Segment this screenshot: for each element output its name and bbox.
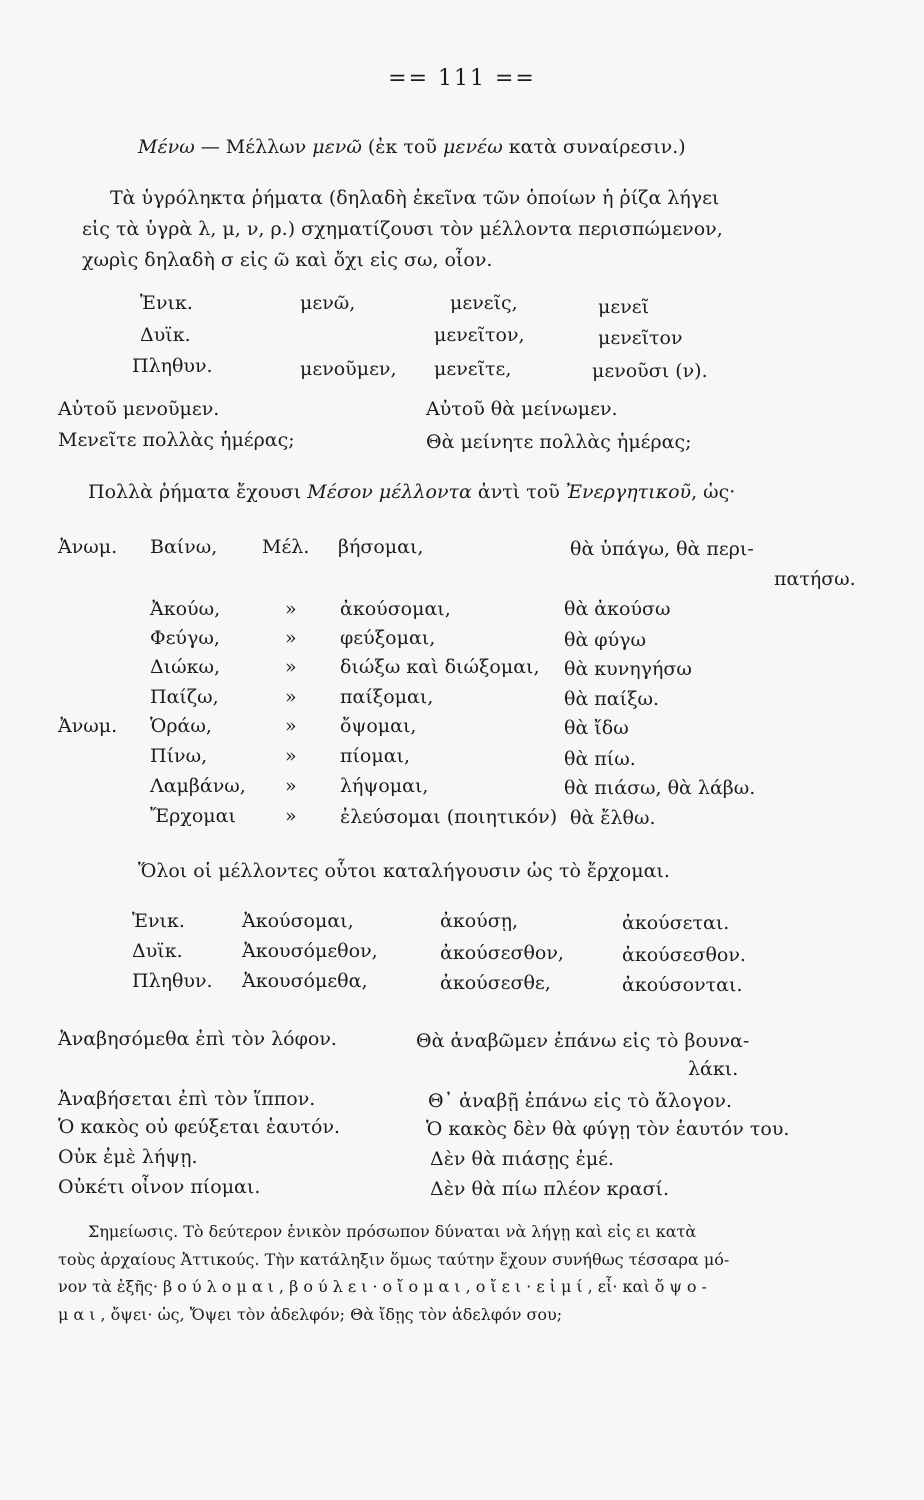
paradigm-cell: μενεῖτον, xyxy=(434,324,525,346)
sentence-text: , ὡς· xyxy=(691,481,736,503)
example-modern: Θὰ μείνητε πολλὰς ἡμέρας; xyxy=(426,431,692,453)
note-text: , xyxy=(278,1277,290,1296)
intro-line: χωρὶς δηλαδὴ σ εἰς ῶ καὶ ὄχι εἰς σω, οἷον. xyxy=(82,249,493,271)
note-spaced-word: μαι xyxy=(58,1305,101,1324)
note-line xyxy=(58,1277,712,1296)
note-line: Σημείωσις. Τὸ δεύτερον ἑνικὸν πρόσωπον δύναται νὰ λήγῃ καὶ εἰς ει κατὰ xyxy=(88,1222,697,1241)
paradigm-cell: ἀκούσεσθον. xyxy=(622,944,746,966)
verb-modern: θὰ ὑπάγω, θὰ περι- xyxy=(570,538,754,560)
example-modern: Δὲν θὰ πίω πλέον κρασί. xyxy=(430,1178,670,1200)
verb-future: λήψομαι, xyxy=(340,775,429,797)
verb-modern: θὰ φύγω xyxy=(564,629,647,651)
example-modern: λάκι. xyxy=(688,1058,739,1080)
sentence-emphasis: Ἐνεργητικοῦ xyxy=(565,481,692,503)
intro-paragraph xyxy=(82,183,723,276)
paradigm-cell: μενεῖ xyxy=(598,296,650,318)
paradigm-cell: ἀκούσεσθε, xyxy=(440,972,551,994)
verb-modern: πατήσω. xyxy=(774,568,856,590)
summary-sentence: Ὅλοι οἱ μέλλοντες οὗτοι καταλήγουσιν ὡς τὸ ἔρχομαι. xyxy=(138,860,670,882)
sentence-emphasis: Μέσον μέλλοντα xyxy=(307,481,472,503)
paradigm-cell: μενεῖτε, xyxy=(434,358,512,380)
verb-future: ἀκούσομαι, xyxy=(340,598,451,620)
example-modern: Θὰ ἀναβῶμεν ἐπάνω εἰς τὸ βουνα- xyxy=(416,1030,750,1052)
paradigm-cell: ἀκούσεται. xyxy=(622,912,730,934)
example-modern: Αὐτοῦ θὰ μείνωμεν. xyxy=(426,398,618,420)
paradigm-cell: μενῶ, xyxy=(300,292,356,314)
verb-modern: θὰ ἀκούσω xyxy=(564,598,671,620)
verb-future: πίομαι, xyxy=(340,745,411,767)
paradigm-cell: μενεῖτον xyxy=(598,327,683,349)
heading-text: (ἐκ τοῦ xyxy=(361,136,443,158)
verb-tag: Ἀνωμ. xyxy=(58,715,118,737)
note-text: νον τὰ ἑξῆς· xyxy=(58,1277,164,1296)
verb-mark: » xyxy=(285,775,297,797)
paradigm-cell: ἀκούσῃ, xyxy=(440,910,519,932)
intro-line: Τὰ ὑγρόληκτα ῥήματα (δηλαδὴ ἐκεῖνα τῶν ὁποίων ἡ ῥίζα λήγει xyxy=(110,187,720,209)
verb-mark: Μέλ. xyxy=(262,536,310,558)
verb-future: διώξω καὶ διώξομαι, xyxy=(340,656,540,678)
verb-present: Πίνω, xyxy=(150,745,208,767)
note-spaced-word: οἴει xyxy=(475,1277,527,1296)
note-text: , xyxy=(465,1277,476,1296)
note-text: , ὄψει· ὡς, Ὄψει τὸν ἀδελφόν; Θὰ ἴδῃς τὸν ἀδελφόν σου; xyxy=(100,1305,563,1324)
note-line xyxy=(58,1305,562,1324)
verb-future: βήσομαι, xyxy=(338,536,424,558)
sentence-text: ἀντὶ τοῦ xyxy=(471,481,566,503)
verb-mark: » xyxy=(285,686,297,708)
verb-mark: » xyxy=(285,805,297,827)
paradigm-label: Πληθυν. xyxy=(132,355,213,377)
heading-verb: Μένω xyxy=(138,136,195,158)
example-ancient: Ὁ κακὸς οὐ φεύξεται ἑαυτόν. xyxy=(58,1116,341,1138)
example-ancient: Μενεῖτε πολλὰς ἡμέρας; xyxy=(58,429,295,451)
verb-present: Λαμβάνω, xyxy=(150,775,246,797)
paradigm-cell: Ἀκούσομαι, xyxy=(242,910,354,932)
paradigm-cell: μενεῖς, xyxy=(450,292,518,314)
note-spaced-word: βούλει xyxy=(289,1277,373,1296)
paradigm-cell: Ἀκουσόμεθα, xyxy=(242,970,368,992)
note-line: τοὺς ἀρχαίους Ἀττικούς. Τὴν κατάληξιν ὅμως ταύτην ἔχουν συνήθως τέσσαρα μό- xyxy=(58,1250,730,1269)
heading-text: — Μέλλων xyxy=(194,136,313,158)
verb-present: Βαίνω, xyxy=(150,536,218,558)
heading-text: κατὰ συναίρεσιν.) xyxy=(502,136,686,158)
paradigm-cell: μενοῦμεν, xyxy=(300,358,397,380)
heading-form: μενέω xyxy=(442,136,503,158)
verb-future: φεύξομαι, xyxy=(340,627,436,649)
middle-future-sentence xyxy=(88,481,735,503)
example-ancient: Οὐκ ἐμὲ λήψῃ. xyxy=(58,1146,198,1168)
example-ancient: Ἀναβησόμεθα ἐπὶ τὸν λόφον. xyxy=(58,1028,337,1050)
paradigm-cell: Ἀκουσόμεθον, xyxy=(242,940,378,962)
example-ancient: Ἀναβήσεται ἐπὶ τὸν ἵππον. xyxy=(58,1088,316,1110)
note-text: , εἶ· καὶ xyxy=(587,1277,655,1296)
note-text: · xyxy=(372,1277,383,1296)
verb-present: Φεύγω, xyxy=(150,627,220,649)
verb-present: Ὁράω, xyxy=(150,715,212,737)
example-modern: Θ᾽ ἀναβῇ ἐπάνω εἰς τὸ ἄλογον. xyxy=(428,1090,732,1112)
verb-mark: » xyxy=(285,627,297,649)
verb-mark: » xyxy=(285,656,297,678)
example-ancient: Οὐκέτι οἶνον πίομαι. xyxy=(58,1176,261,1198)
verb-present: Ἀκούω, xyxy=(150,598,221,620)
verb-present: Ἔρχομαι xyxy=(150,805,236,827)
verb-present: Παίζω, xyxy=(150,686,219,708)
paradigm-label: Ἑνικ. xyxy=(140,292,193,314)
verb-modern: θὰ πίω. xyxy=(564,748,636,770)
verb-mark: » xyxy=(285,715,297,737)
note-text: · xyxy=(526,1277,537,1296)
verb-modern: θὰ κυνηγήσω xyxy=(564,658,692,680)
paradigm-label: Ἑνικ. xyxy=(132,910,185,932)
paradigm-cell: ἀκούσονται. xyxy=(622,974,743,996)
note-spaced-word: εἰμί xyxy=(536,1277,588,1296)
verb-modern: θὰ ἴδω xyxy=(564,717,629,739)
heading-future: μενῶ xyxy=(312,136,362,158)
note-spaced-word: ὄψο- xyxy=(654,1277,712,1296)
paradigm-cell: μενοῦσι (ν). xyxy=(592,360,708,382)
verb-future: ἐλεύσομαι (ποιητικόν) xyxy=(340,806,558,828)
paradigm-label: Πληθυν. xyxy=(132,970,213,992)
verb-future: ὄψομαι, xyxy=(340,715,417,737)
example-ancient: Αὐτοῦ μενοῦμεν. xyxy=(58,398,220,420)
verb-modern: θὰ ἔλθω. xyxy=(570,807,656,829)
example-modern: Ὁ κακὸς δὲν θὰ φύγῃ τὸν ἑαυτόν του. xyxy=(426,1118,790,1140)
note-spaced-word: οἴομαι xyxy=(382,1277,466,1296)
verb-modern: θὰ πιάσω, θὰ λάβω. xyxy=(564,777,756,799)
intro-line: εἰς τὰ ὑγρὰ λ, μ, ν, ρ.) σχηματίζουσι τὸν μέλλοντα περισπώμενον, xyxy=(82,218,723,240)
paradigm-label: Δυϊκ. xyxy=(132,940,183,962)
paradigm-label: Δυϊκ. xyxy=(140,324,191,346)
paradigm-cell: ἀκούσεσθον, xyxy=(440,942,564,964)
sentence-text: Πολλὰ ῥήματα ἔχουσι xyxy=(88,481,308,503)
section-heading xyxy=(138,136,686,158)
note-spaced-word: βούλομαι xyxy=(163,1277,279,1296)
verb-mark: » xyxy=(285,598,297,620)
verb-future: παίξομαι, xyxy=(340,686,434,708)
example-modern: Δὲν θὰ πιάσῃς ἐμέ. xyxy=(430,1148,615,1170)
verb-mark: » xyxy=(285,745,297,767)
verb-modern: θὰ παίξω. xyxy=(564,688,660,710)
page-number: == 111 == xyxy=(388,66,536,91)
verb-present: Διώκω, xyxy=(150,656,221,678)
verb-tag: Ἀνωμ. xyxy=(58,536,118,558)
